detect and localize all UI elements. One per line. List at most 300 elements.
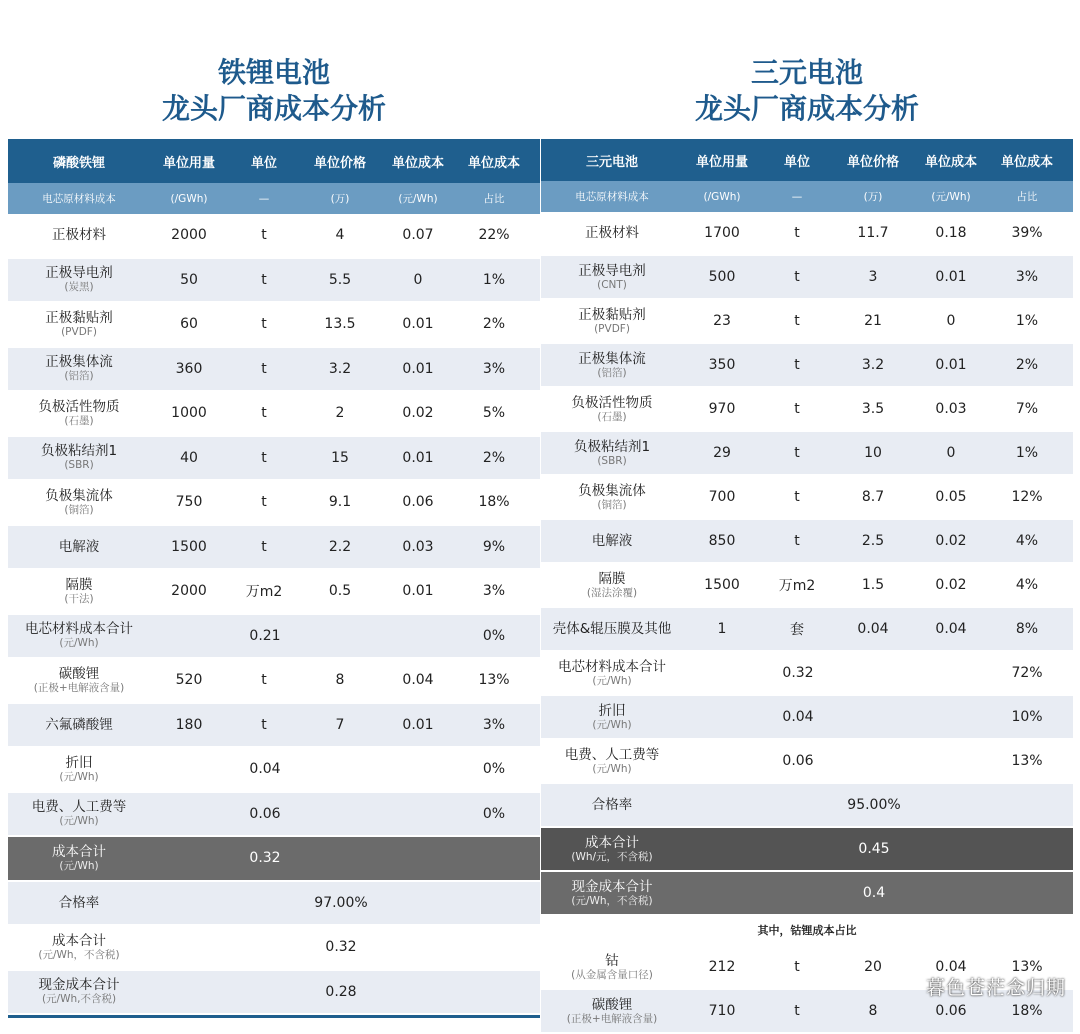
row-label-unit: (元/Wh) [59, 815, 99, 828]
wide-value-cell: 0.28 [325, 983, 357, 1000]
unit-price-cell: 8.7 [861, 489, 885, 505]
row-label-text: 成本合计 [585, 834, 639, 851]
unit-cost-cell: 0.06 [935, 1003, 967, 1019]
unit-usage-cell: 750 [175, 494, 203, 511]
table-row [8, 704, 540, 749]
unit-usage-cell: 1000 [171, 405, 207, 422]
row-label-text: 现金成本合计 [38, 977, 120, 994]
cost-share-cell: 1% [1015, 313, 1039, 329]
merged-value-cell: 0.04 [782, 709, 814, 725]
table-row [8, 659, 540, 704]
unit-cell: 万m2 [778, 578, 816, 594]
row-label [541, 225, 683, 241]
cost-share-cell: 1% [482, 271, 506, 288]
row-label-unit: (SBR) [597, 454, 627, 467]
unit-cell: t [261, 716, 267, 733]
unit-usage-cell: 2000 [171, 583, 207, 600]
unit-price-cell: 9.1 [328, 494, 352, 511]
column-unit: — [258, 192, 270, 205]
unit-cell: t [261, 538, 267, 555]
column-unit: (万) [863, 191, 883, 203]
wide-value-cell: 95.00% [847, 797, 901, 813]
table-row [541, 300, 1073, 344]
cost-share-cell: 4% [1015, 577, 1039, 593]
row-label [541, 533, 683, 549]
merged-value-cell: 0.06 [249, 805, 281, 822]
row-label-unit: (元/Wh,不含税) [41, 993, 117, 1006]
row-label-text: 负极粘结剂1 [573, 438, 651, 455]
table-row [541, 652, 1073, 696]
unit-cost-cell: 0.07 [402, 227, 434, 244]
row-label-text: 电芯材料成本合计 [25, 621, 133, 638]
row-label [8, 717, 150, 733]
row-label [541, 395, 683, 424]
row-label [541, 659, 683, 688]
unit-cost-cell: 0.01 [402, 583, 434, 600]
column-unit: 占比 [483, 193, 505, 205]
unit-usage-cell: 1 [717, 621, 727, 637]
cost-share-cell: 13% [1011, 753, 1043, 769]
unit-price-cell: 1.5 [861, 577, 885, 593]
unit-price-cell: 11.7 [857, 225, 889, 241]
row-label-text: 正极黏贴剂 [45, 309, 113, 326]
row-label-text: 钴 [605, 952, 619, 969]
unit-price-cell: 10 [864, 445, 882, 461]
unit-price-cell: 2 [335, 405, 345, 422]
cost-share-cell: 0% [482, 761, 506, 778]
cost-share-cell: 2% [1015, 357, 1039, 373]
row-label-text: 电芯材料成本合计 [558, 658, 666, 675]
unit-cell: t [261, 227, 267, 244]
unit-cell: t [794, 269, 800, 285]
table-row [541, 256, 1073, 300]
row-label-text: 电解液 [591, 533, 633, 549]
column-unit: (/GWh) [703, 190, 741, 203]
table-row [541, 564, 1073, 608]
unit-price-cell: 3.2 [861, 357, 885, 373]
unit-cell: t [794, 1003, 800, 1019]
cost-share-cell: 2% [482, 449, 506, 466]
unit-cell: t [261, 316, 267, 333]
row-label [8, 933, 150, 962]
table-row [8, 392, 540, 437]
table-row [541, 432, 1073, 476]
unit-usage-cell: 60 [180, 316, 198, 333]
row-label [541, 263, 683, 292]
merged-value-cell: 0.32 [249, 850, 281, 867]
column-unit: — [791, 190, 803, 203]
unit-cost-cell: 0.01 [402, 316, 434, 333]
cost-share-cell: 3% [482, 360, 506, 377]
lfp-title [8, 55, 540, 127]
merged-value-cell: 0.04 [249, 761, 281, 778]
unit-usage-cell: 360 [175, 360, 203, 377]
row-label-text: 负极粘结剂1 [40, 443, 118, 460]
column-unit: (万) [330, 193, 350, 205]
unit-cell: t [794, 313, 800, 329]
unit-cell: t [261, 271, 267, 288]
unit-price-cell: 21 [864, 313, 882, 329]
column-unit: 占比 [1016, 191, 1038, 203]
cost-share-cell: 5% [482, 405, 506, 422]
unit-cost-cell: 0.06 [402, 494, 434, 511]
unit-price-cell: 3 [868, 269, 878, 285]
unit-usage-cell: 23 [713, 313, 731, 329]
row-label-unit: (石墨) [597, 410, 627, 423]
unit-price-cell: 15 [331, 449, 349, 466]
row-label-text: 壳体&辊压膜及其他 [552, 621, 672, 637]
column-unit: (元/Wh) [398, 193, 438, 205]
row-label-text: 合格率 [591, 797, 633, 813]
unit-cost-cell: 0.03 [935, 401, 967, 417]
unit-price-cell: 0.5 [328, 583, 352, 600]
unit-usage-cell: 180 [175, 716, 203, 733]
table-row [541, 212, 1073, 256]
row-label-unit: (元/Wh) [59, 637, 99, 650]
unit-cost-cell: 0 [946, 445, 956, 461]
row-label-unit: (炭黑) [64, 281, 94, 294]
table-row [8, 526, 540, 571]
unit-cell: t [794, 357, 800, 373]
unit-cost-cell: 0.01 [402, 360, 434, 377]
ncm-title-line2: 龙头厂商成本分析 [694, 92, 919, 125]
row-label [8, 799, 150, 828]
table-row [8, 793, 540, 838]
table-subheader-row [8, 183, 540, 214]
row-label-text: 正极集体流 [45, 354, 113, 371]
unit-usage-cell: 500 [708, 269, 736, 285]
row-label-unit: (铜箔) [64, 503, 94, 516]
unit-price-cell: 4 [335, 227, 345, 244]
row-label-text: 隔膜 [65, 576, 93, 593]
row-label-unit: (铜箔) [597, 498, 627, 511]
unit-price-cell: 8 [868, 1003, 878, 1019]
unit-cost-cell: 0.04 [935, 621, 967, 637]
unit-price-cell: 13.5 [324, 316, 356, 333]
row-label-text: 电费、人工费等 [564, 746, 660, 763]
watermark: 暮色苍茫念归期 [925, 977, 1066, 999]
unit-usage-cell: 850 [708, 533, 736, 549]
merged-value-cell: 0.21 [249, 627, 281, 644]
row-label-unit: (干法) [64, 592, 94, 605]
table-row [8, 303, 540, 348]
row-label [541, 483, 683, 512]
table-row [541, 828, 1073, 872]
column-header: 磷酸铁锂 [52, 155, 105, 171]
unit-cell: t [794, 445, 800, 461]
unit-cost-cell: 0.02 [402, 405, 434, 422]
unit-cell: t [794, 959, 800, 975]
cost-share-cell: 10% [1011, 709, 1043, 725]
unit-cost-cell: 0.02 [935, 533, 967, 549]
row-label-text: 碳酸锂 [58, 665, 100, 682]
row-label-text: 六氟磷酸锂 [45, 716, 113, 733]
row-label-text: 正极材料 [52, 227, 106, 244]
table-row [541, 388, 1073, 432]
table-row [541, 520, 1073, 564]
row-label-unit: (元/Wh) [592, 718, 632, 731]
unit-cost-cell: 0.02 [935, 577, 967, 593]
row-label-text: 负极集流体 [45, 487, 113, 504]
row-label-text: 现金成本合计 [571, 878, 653, 895]
unit-cost-cell: 0 [413, 271, 423, 288]
cost-share-cell: 18% [478, 494, 510, 511]
row-label [8, 844, 150, 873]
row-label-unit: (石墨) [64, 414, 94, 427]
table-bottom-rule [8, 1015, 540, 1018]
row-label-unit: (元/Wh) [592, 762, 632, 775]
row-label [8, 539, 150, 555]
merged-value-cell: 0.32 [782, 665, 814, 681]
unit-usage-cell: 29 [713, 445, 731, 461]
cost-share-cell: 12% [1011, 489, 1043, 505]
row-label-text: 负极活性物质 [38, 398, 120, 415]
unit-cost-cell: 0.01 [935, 357, 967, 373]
cost-share-cell: 13% [1011, 959, 1043, 975]
table-row [541, 740, 1073, 784]
unit-price-cell: 2.2 [328, 538, 352, 555]
row-label-unit: (元/Wh，不含税) [38, 948, 120, 961]
row-label-text: 电解液 [58, 538, 100, 555]
table-row [8, 481, 540, 526]
unit-usage-cell: 1700 [704, 225, 740, 241]
merged-value-cell: 0.06 [782, 753, 814, 769]
unit-price-cell: 5.5 [328, 271, 352, 288]
row-label-text: 成本合计 [52, 843, 106, 860]
row-label-text: 折旧 [598, 702, 626, 719]
unit-usage-cell: 520 [175, 672, 203, 689]
ncm-cost-table [541, 139, 1073, 1034]
row-label [8, 265, 150, 294]
row-label [8, 310, 150, 339]
unit-cell: 套 [790, 622, 804, 638]
row-label-text: 电费、人工费等 [31, 799, 127, 816]
unit-usage-cell: 50 [180, 271, 198, 288]
unit-usage-cell: 970 [708, 401, 736, 417]
row-label [541, 835, 683, 864]
wide-value-cell: 0.45 [858, 841, 890, 857]
row-label [8, 399, 150, 428]
row-label [8, 488, 150, 517]
column-header: 单位成本 [391, 155, 444, 171]
unit-cost-cell: 0.04 [402, 672, 434, 689]
row-label-unit: (PVDF) [594, 322, 630, 335]
table-row [8, 748, 540, 793]
unit-cost-cell: 0.04 [935, 959, 967, 975]
table-row [541, 872, 1073, 916]
column-unit: 电芯原材料成本 [42, 193, 116, 205]
cost-share-cell: 72% [1011, 665, 1043, 681]
unit-cost-cell: 0.01 [402, 716, 434, 733]
ncm-title-line1: 三元电池 [750, 56, 863, 89]
wide-value-cell: 0.4 [862, 885, 886, 901]
unit-price-cell: 7 [335, 716, 345, 733]
row-label [8, 977, 150, 1006]
table-row [8, 971, 540, 1016]
row-label [8, 621, 150, 650]
table-row [541, 784, 1073, 828]
row-label-unit: (湿法涂覆) [586, 586, 638, 599]
cost-share-cell: 0% [482, 627, 506, 644]
unit-cell: t [794, 401, 800, 417]
row-label [541, 621, 683, 637]
cost-share-cell: 3% [482, 716, 506, 733]
row-label-text: 成本合计 [52, 932, 106, 949]
column-unit: (/GWh) [170, 192, 208, 205]
unit-price-cell: 0.04 [857, 621, 889, 637]
column-header: 单位用量 [695, 154, 748, 170]
table-row [541, 344, 1073, 388]
table-header-row [541, 139, 1073, 181]
row-label-unit: (CNT) [597, 278, 627, 291]
table-header-row [8, 139, 540, 183]
cost-share-cell: 8% [1015, 621, 1039, 637]
wide-value-cell: 97.00% [314, 894, 368, 911]
column-header: 单位用量 [162, 155, 215, 171]
table-row [541, 476, 1073, 520]
unit-price-cell: 3.5 [861, 401, 885, 417]
table-row [8, 882, 540, 927]
cost-share-cell: 0% [482, 805, 506, 822]
row-label-unit: (元/Wh) [59, 770, 99, 783]
row-label [541, 351, 683, 380]
table-row [8, 926, 540, 971]
cost-share-cell: 39% [1011, 225, 1043, 241]
column-header: 单位成本 [1000, 154, 1053, 170]
ncm-title [541, 55, 1073, 127]
column-header: 单位价格 [313, 155, 366, 171]
unit-price-cell: 20 [864, 959, 882, 975]
unit-cell: t [261, 672, 267, 689]
unit-usage-cell: 212 [708, 959, 736, 975]
lfp-cost-table [8, 139, 540, 1018]
unit-cost-cell: 0.05 [935, 489, 967, 505]
wide-value-cell: 0.32 [325, 939, 357, 956]
row-label-unit: (正极+电解液含量) [566, 1012, 658, 1025]
row-label-text: 合格率 [58, 894, 100, 911]
table-row [8, 348, 540, 393]
column-header: 单位成本 [924, 154, 977, 170]
unit-cell: t [794, 225, 800, 241]
table-row [8, 214, 540, 259]
lfp-title-line2: 龙头厂商成本分析 [161, 92, 386, 125]
unit-usage-cell: 710 [708, 1003, 736, 1019]
column-header: 单位成本 [467, 155, 520, 171]
table-row [8, 837, 540, 882]
row-label-text: 正极材料 [585, 225, 639, 241]
row-label-text: 折旧 [65, 754, 93, 771]
row-label [541, 953, 683, 982]
table-note: 其中，钴锂成本占比 [541, 916, 1073, 946]
lfp-title-line1: 铁锂电池 [217, 56, 330, 89]
row-label-unit: (元/Wh，不含税) [571, 894, 653, 907]
unit-cost-cell: 0.01 [402, 449, 434, 466]
cost-share-cell: 13% [478, 672, 510, 689]
unit-usage-cell: 2000 [171, 227, 207, 244]
cost-share-cell: 3% [482, 583, 506, 600]
row-label-text: 正极导电剂 [578, 262, 646, 279]
row-label-text: 负极活性物质 [571, 394, 653, 411]
row-label-text: 正极导电剂 [45, 265, 113, 282]
cost-share-cell: 18% [1011, 1003, 1043, 1019]
row-label-unit: (铝箔) [597, 366, 627, 379]
column-header: 单位 [250, 155, 277, 171]
unit-cell: t [794, 533, 800, 549]
cost-share-cell: 7% [1015, 401, 1039, 417]
cost-share-cell: 1% [1015, 445, 1039, 461]
unit-price-cell: 2.5 [861, 533, 885, 549]
table-row [8, 615, 540, 660]
table-row [541, 608, 1073, 652]
row-label [8, 443, 150, 472]
row-label [8, 354, 150, 383]
unit-cell: 万m2 [245, 584, 283, 601]
unit-cost-cell: 0 [946, 313, 956, 329]
unit-cost-cell: 0.03 [402, 538, 434, 555]
unit-price-cell: 3.2 [328, 360, 352, 377]
cost-share-cell: 22% [478, 227, 510, 244]
row-label-text: 正极黏贴剂 [578, 306, 646, 323]
unit-usage-cell: 1500 [171, 538, 207, 555]
column-header: 单位价格 [846, 154, 899, 170]
row-label-text: 正极集体流 [578, 350, 646, 367]
row-label-text: 隔膜 [598, 570, 626, 587]
column-unit: 电芯原材料成本 [575, 191, 649, 203]
row-label-unit: (SBR) [64, 459, 94, 472]
unit-usage-cell: 350 [708, 357, 736, 373]
row-label [8, 895, 150, 911]
row-label-unit: (元/Wh) [59, 859, 99, 872]
row-label [8, 755, 150, 784]
unit-cell: t [261, 360, 267, 377]
unit-usage-cell: 700 [708, 489, 736, 505]
row-label-unit: (正极+电解液含量) [33, 681, 125, 694]
row-label-unit: (元/Wh) [592, 674, 632, 687]
row-label [541, 703, 683, 732]
row-label-unit: (铝箔) [64, 370, 94, 383]
row-label [541, 797, 683, 813]
unit-cost-cell: 0.18 [935, 225, 967, 241]
row-label [541, 879, 683, 908]
table-row [8, 259, 540, 304]
unit-cell: t [261, 494, 267, 511]
cost-share-cell: 2% [482, 316, 506, 333]
unit-cell: t [794, 489, 800, 505]
row-label-text: 负极集流体 [578, 482, 646, 499]
unit-cell: t [261, 405, 267, 422]
row-label [8, 666, 150, 695]
column-unit: (元/Wh) [931, 191, 971, 203]
row-label [541, 439, 683, 468]
column-header: 三元电池 [585, 154, 638, 170]
table-row [8, 570, 540, 615]
row-label [8, 577, 150, 606]
row-label [8, 227, 150, 243]
row-label-text: 碳酸锂 [591, 996, 633, 1013]
unit-cell: t [261, 449, 267, 466]
table-subheader-row [541, 181, 1073, 212]
unit-cost-cell: 0.01 [935, 269, 967, 285]
row-label-unit: (Wh/元，不含税) [571, 850, 653, 863]
cost-share-cell: 9% [482, 538, 506, 555]
row-label [541, 997, 683, 1026]
unit-price-cell: 8 [335, 672, 345, 689]
table-row [8, 437, 540, 482]
cost-share-cell: 4% [1015, 533, 1039, 549]
row-label-unit: (从金属含量口径) [571, 968, 653, 981]
column-header: 单位 [783, 154, 810, 170]
table-row [541, 696, 1073, 740]
